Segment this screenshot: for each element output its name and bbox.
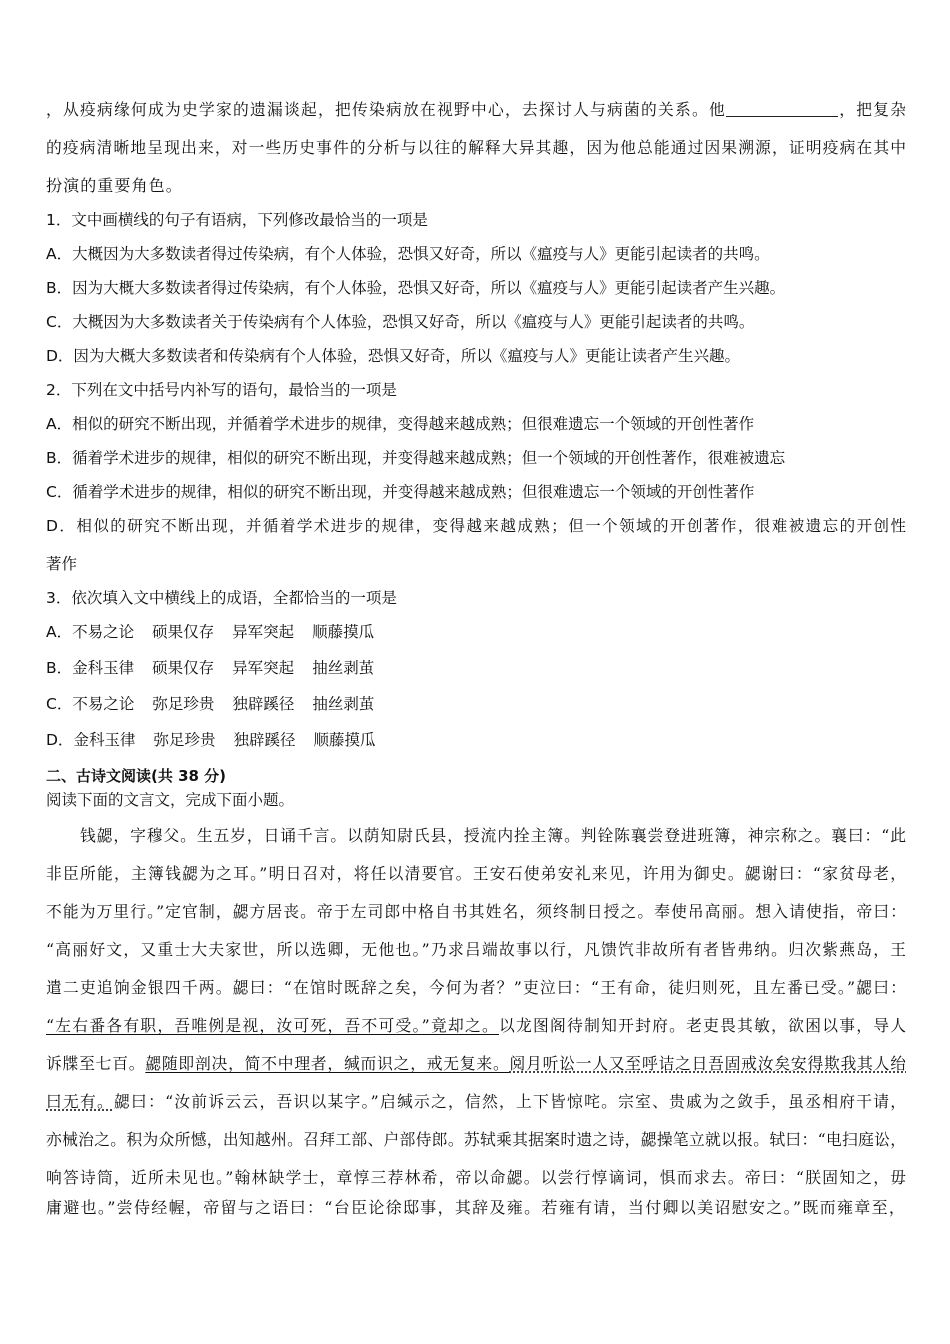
idiom: 抽丝剥茧 — [312, 695, 375, 713]
idiom: 独辟蹊径 — [232, 695, 295, 713]
question-3-option-a — [46, 622, 906, 642]
passage-line-4: “高丽好文，又重士大夫家世，所以选卿，无他也。”乃求吕端故事以行，凡馈饩非故所有者皆弗纳。归次紫燕岛，王 — [46, 940, 906, 959]
question-1-option-b: B．因为大概大多数读者得过传染病，有个人体验，恐惧又好奇，所以《瘟疫与人》更能引起读者产生兴趣。 — [46, 279, 786, 297]
fill-blank — [726, 102, 838, 117]
question-1-option-d: D．因为大概大多数读者和传染病有个人体验，恐惧又好奇，所以《瘟疫与人》更能让读者产生兴趣。 — [46, 347, 740, 365]
idiom: 弥足珍贵 — [153, 731, 216, 749]
option-label: B． — [46, 659, 73, 677]
question-1-option-a: A．大概因为大多数读者得过传染病，有个人体验，恐惧又好奇，所以《瘟疫与人》更能引起读者的共鸣。 — [46, 245, 770, 263]
intro-line-1 — [46, 100, 906, 120]
passage-text: 阅月听讼一人又至呼诘之日吾固戒汝矣安得欺我其人绐 — [509, 1054, 907, 1073]
section-heading: 二、古诗文阅读(共 38 分) — [46, 767, 227, 785]
idiom: 独辟蹊径 — [233, 731, 296, 749]
option-label: A． — [46, 623, 73, 641]
question-3-option-b — [46, 658, 906, 678]
underlined-sentence: “左右番各有职，吾唯例是视，汝可死，吾不可受。”竟却之。 — [46, 1016, 500, 1035]
intro-line-2: 的疫病清晰地呈现出来，对一些历史事件的分析与以往的解释大异其趣，因为他总能通过因果溯源，证明疫病在其中 — [46, 138, 906, 157]
intro-line-3: 扮演的重要角色。 — [46, 176, 183, 195]
idiom: 硕果仅存 — [152, 659, 215, 677]
passage-line-7 — [46, 1054, 906, 1074]
question-2-option-b: B．循着学术进步的规律，相似的研究不断出现，并变得越来越成熟；但一个领域的开创性著作，很难被遗忘 — [46, 449, 786, 467]
question-2-option-d-continued: 著作 — [46, 555, 78, 573]
idiom: 硕果仅存 — [152, 623, 215, 641]
section-instruction: 阅读下面的文言文，完成下面小题。 — [46, 791, 295, 809]
idiom: 顺藤摸瓜 — [312, 623, 375, 641]
idiom: 顺藤摸瓜 — [313, 731, 376, 749]
passage-text: 以龙图阁待制知开封府。老吏畏其敏，欲困以事，导人 — [499, 1016, 906, 1035]
underlined-sentence: 勰随即剖决，简不中理者，缄而识之，戒无复来。 — [145, 1054, 510, 1073]
idiom: 金科玉律 — [73, 731, 136, 749]
question-3-stem: 3．依次填入文中横线上的成语，全都恰当的一项是 — [46, 589, 397, 607]
passage-line-2: 非臣所能，主簿钱勰为之耳。”明日召对，将任以清要官。王安石使弟安礼来见，许用为御史。勰谢曰：“家贫母老， — [46, 864, 906, 883]
passage-line-10: 响答诗筒，近所未见也。”翰林缺学士，章惇三荐林希，帝以命勰。以尝行惇谪词，惧而求去。帝曰：“朕固知之，毋 — [46, 1168, 906, 1187]
passage-text: 勰曰：“汝前诉云云，吾识以某字。”启缄示之，信然，上下皆惊咤。宗室、贵戚为之敛手，虽丞相府干请， — [114, 1092, 906, 1111]
question-3-option-d — [46, 730, 906, 750]
question-1-stem: 1．文中画横线的句子有语病，下列修改最恰当的一项是 — [46, 211, 428, 229]
option-label: D． — [46, 731, 74, 749]
passage-line-1: 钱勰，字穆父。生五岁，日诵千言。以荫知尉氏县，授流内拴主簿。判铨陈襄尝登进班簿，神宗称之。襄曰：“此 — [80, 826, 906, 845]
question-2-option-a: A．相似的研究不断出现，并循着学术进步的规律，变得越来越成熟；但很难遗忘一个领域的开创性著作 — [46, 415, 755, 433]
idiom: 异军突起 — [232, 659, 295, 677]
passage-line-9: 亦械治之。积为众所憾，出知越州。召拜工部、户部侍郎。苏轼乘其据案时遗之诗，勰操笔立就以报。轼曰：“电扫庭讼， — [46, 1130, 906, 1149]
option-label: C． — [46, 695, 73, 713]
question-3-option-c — [46, 694, 906, 714]
passage-line-6 — [46, 1016, 906, 1036]
passage-line-8 — [46, 1092, 906, 1112]
passage-line-3: 不能为万里行。”定官制，勰方居丧。帝于左司郎中格自书其姓名，须终制日授之。奉使吊高丽。想入请使指，帝曰： — [46, 902, 906, 921]
question-1-option-c: C．大概因为大多数读者关于传染病有个人体验，恐惧又好奇，所以《瘟疫与人》更能引起读者的共鸣。 — [46, 313, 755, 331]
idiom: 不易之论 — [72, 695, 135, 713]
question-2-stem: 2．下列在文中括号内补写的语句，最恰当的一项是 — [46, 381, 397, 399]
passage-text: 诉牒至七百。 — [46, 1054, 146, 1073]
idiom: 异军突起 — [232, 623, 295, 641]
passage-text: 曰无有。 — [46, 1092, 115, 1111]
intro-text: ，把复杂 — [838, 100, 906, 119]
question-2-option-d: D．相似的研究不断出现，并循着学术进步的规律，变得越来越成熟；但一个领域的开创著作，很难被遗忘的开创性 — [46, 517, 906, 535]
question-2-option-c: C．循着学术进步的规律，相似的研究不断出现，并变得越来越成熟；但很难遗忘一个领域的开创性著作 — [46, 483, 755, 501]
intro-text: ，从疫病缘何成为史学家的遗漏谈起，把传染病放在视野中心，去探讨人与病菌的关系。他 — [46, 100, 726, 119]
idiom: 弥足珍贵 — [152, 695, 215, 713]
passage-line-5: 遣二吏追饷金银四千两。勰曰：“在馆时既辞之矣，今何为者？”吏泣曰：“王有命，徒归则死，且左番已受。”勰曰： — [46, 978, 906, 997]
idiom: 抽丝剥茧 — [312, 659, 375, 677]
idiom: 金科玉律 — [72, 659, 135, 677]
idiom: 不易之论 — [72, 623, 135, 641]
passage-line-11: 庸避也。”尝侍经幄，帝留与之语曰：“台臣论徐邸事，其辞及雍。若雍有请，当付卿以美诏慰安之。”既而雍章至， — [46, 1198, 906, 1217]
